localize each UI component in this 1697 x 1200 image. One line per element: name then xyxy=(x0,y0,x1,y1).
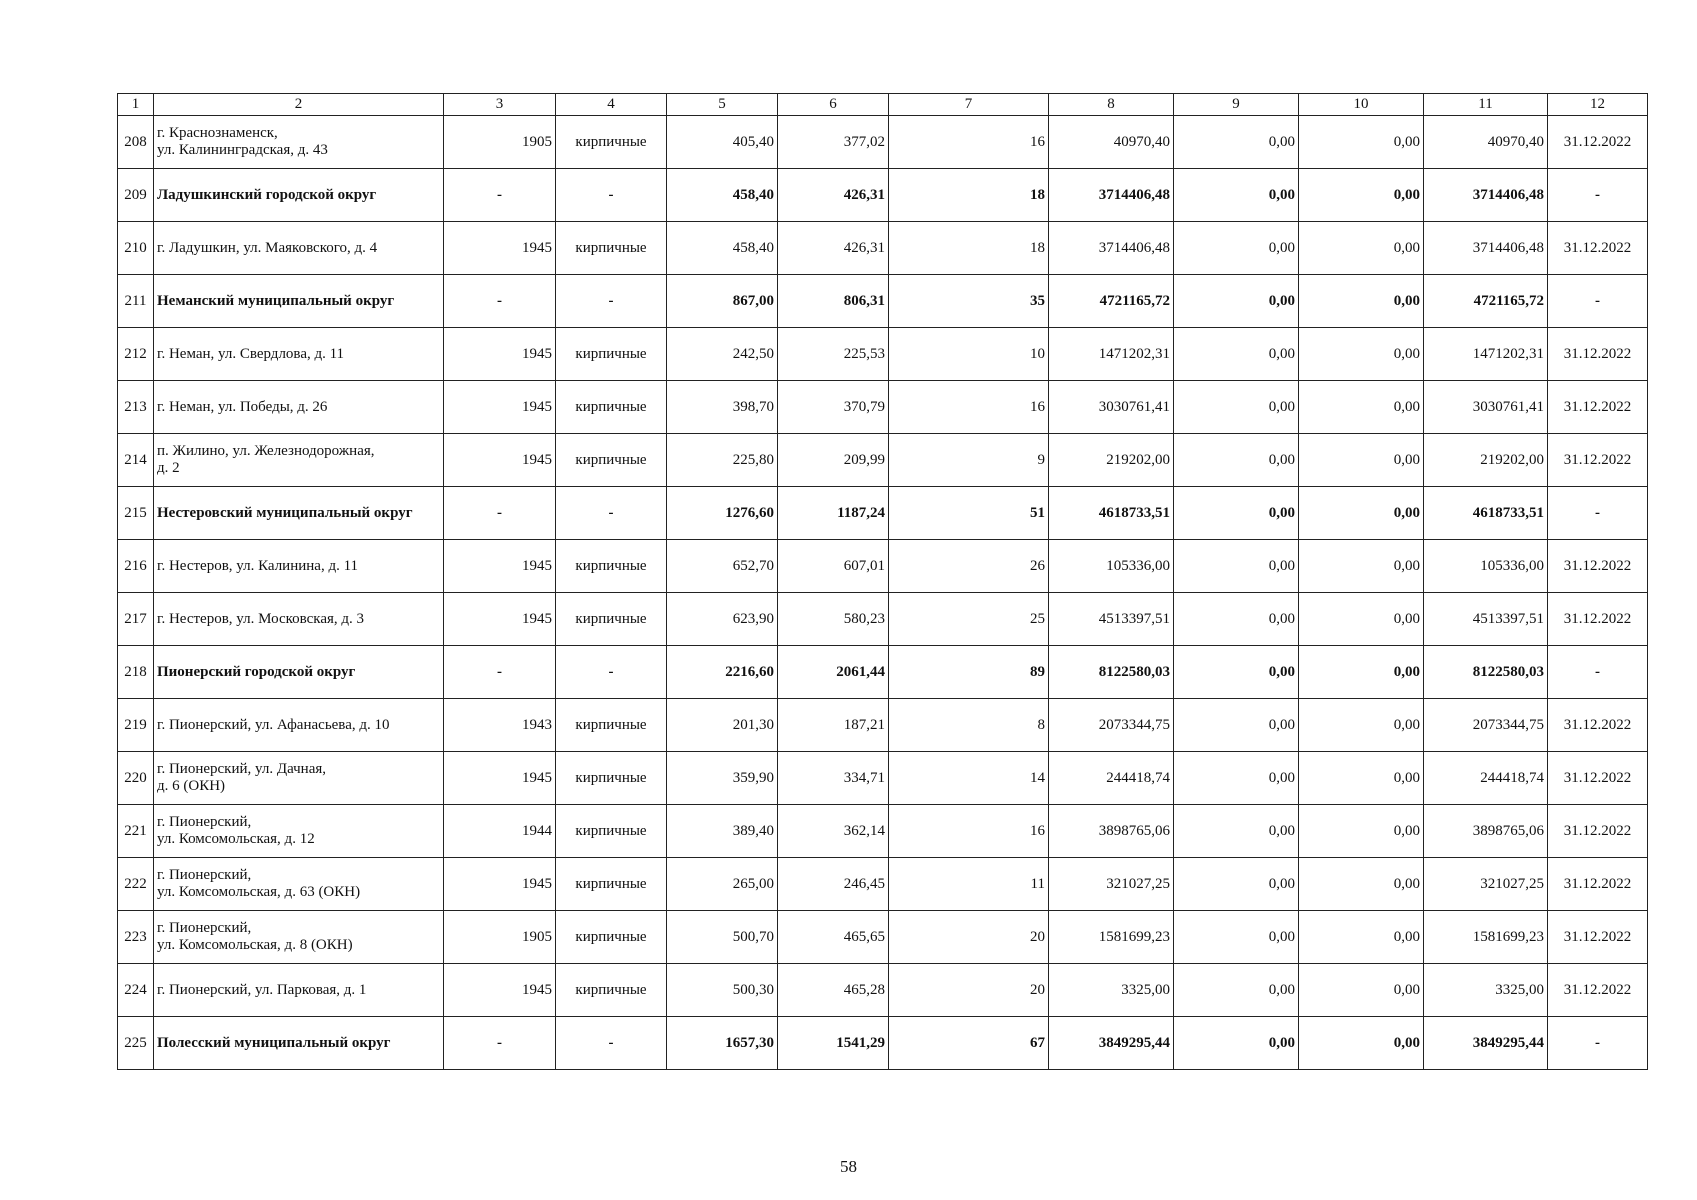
cell-area-living: 607,01 xyxy=(778,540,889,593)
table-row xyxy=(118,222,1648,275)
cell-amount-col8: 321027,25 xyxy=(1049,858,1174,911)
cell-build-year: 1905 xyxy=(444,116,556,169)
cell-row-number: 209 xyxy=(118,169,154,222)
cell-residents-count: 16 xyxy=(889,805,1049,858)
cell-residents-count: 16 xyxy=(889,381,1049,434)
cell-amount-col8: 244418,74 xyxy=(1049,752,1174,805)
cell-residents-count: 25 xyxy=(889,593,1049,646)
cell-area-living: 225,53 xyxy=(778,328,889,381)
cell-residents-count: 67 xyxy=(889,1017,1049,1070)
column-number-header: 5 xyxy=(667,94,778,116)
cell-amount-col11: 3714406,48 xyxy=(1424,222,1548,275)
cell-deadline-date: - xyxy=(1548,169,1648,222)
cell-area-total: 389,40 xyxy=(667,805,778,858)
cell-amount-col8: 8122580,03 xyxy=(1049,646,1174,699)
cell-row-number: 218 xyxy=(118,646,154,699)
cell-amount-col8: 219202,00 xyxy=(1049,434,1174,487)
cell-row-number: 214 xyxy=(118,434,154,487)
cell-amount-col11: 4513397,51 xyxy=(1424,593,1548,646)
cell-residents-count: 9 xyxy=(889,434,1049,487)
cell-area-living: 426,31 xyxy=(778,222,889,275)
cell-build-year: 1945 xyxy=(444,434,556,487)
cell-amount-col9: 0,00 xyxy=(1174,699,1299,752)
column-number-header: 2 xyxy=(154,94,444,116)
cell-amount-col9: 0,00 xyxy=(1174,593,1299,646)
cell-area-living: 370,79 xyxy=(778,381,889,434)
cell-deadline-date: - xyxy=(1548,1017,1648,1070)
table-row xyxy=(118,116,1648,169)
cell-residents-count: 11 xyxy=(889,858,1049,911)
cell-amount-col9: 0,00 xyxy=(1174,434,1299,487)
cell-area-total: 225,80 xyxy=(667,434,778,487)
cell-amount-col8: 3849295,44 xyxy=(1049,1017,1174,1070)
cell-amount-col8: 1581699,23 xyxy=(1049,911,1174,964)
cell-deadline-date: - xyxy=(1548,275,1648,328)
cell-amount-col10: 0,00 xyxy=(1299,381,1424,434)
cell-area-total: 652,70 xyxy=(667,540,778,593)
cell-wall-material: кирпичные xyxy=(556,805,667,858)
cell-deadline-date: 31.12.2022 xyxy=(1548,328,1648,381)
cell-amount-col10: 0,00 xyxy=(1299,540,1424,593)
cell-amount-col11: 4721165,72 xyxy=(1424,275,1548,328)
cell-amount-col10: 0,00 xyxy=(1299,646,1424,699)
cell-address: Неманский муниципальный округ xyxy=(154,275,444,328)
cell-amount-col8: 3030761,41 xyxy=(1049,381,1174,434)
cell-address: Полесский муниципальный округ xyxy=(154,1017,444,1070)
cell-build-year: 1944 xyxy=(444,805,556,858)
cell-residents-count: 20 xyxy=(889,964,1049,1017)
cell-amount-col11: 3325,00 xyxy=(1424,964,1548,1017)
cell-wall-material: кирпичные xyxy=(556,964,667,1017)
register-table xyxy=(117,93,1648,1070)
cell-amount-col11: 1471202,31 xyxy=(1424,328,1548,381)
column-number-header-row xyxy=(118,94,1648,116)
cell-area-total: 398,70 xyxy=(667,381,778,434)
cell-build-year: - xyxy=(444,487,556,540)
cell-area-total: 500,70 xyxy=(667,911,778,964)
cell-area-total: 359,90 xyxy=(667,752,778,805)
cell-build-year: - xyxy=(444,1017,556,1070)
cell-row-number: 222 xyxy=(118,858,154,911)
cell-build-year: 1945 xyxy=(444,964,556,1017)
cell-residents-count: 51 xyxy=(889,487,1049,540)
cell-amount-col9: 0,00 xyxy=(1174,646,1299,699)
cell-area-living: 2061,44 xyxy=(778,646,889,699)
cell-amount-col9: 0,00 xyxy=(1174,169,1299,222)
column-number-header: 4 xyxy=(556,94,667,116)
cell-amount-col9: 0,00 xyxy=(1174,487,1299,540)
column-number-header: 9 xyxy=(1174,94,1299,116)
cell-area-living: 580,23 xyxy=(778,593,889,646)
cell-build-year: - xyxy=(444,275,556,328)
cell-wall-material: кирпичные xyxy=(556,911,667,964)
table-row xyxy=(118,805,1648,858)
column-number-header: 12 xyxy=(1548,94,1648,116)
table-row xyxy=(118,434,1648,487)
cell-wall-material: кирпичные xyxy=(556,858,667,911)
cell-row-number: 216 xyxy=(118,540,154,593)
cell-residents-count: 14 xyxy=(889,752,1049,805)
cell-amount-col8: 4721165,72 xyxy=(1049,275,1174,328)
cell-residents-count: 20 xyxy=(889,911,1049,964)
cell-wall-material: кирпичные xyxy=(556,222,667,275)
cell-amount-col10: 0,00 xyxy=(1299,434,1424,487)
cell-address: г. Пионерский, ул. Комсомольская, д. 63 (ОКН) xyxy=(154,858,444,911)
cell-deadline-date: 31.12.2022 xyxy=(1548,964,1648,1017)
cell-build-year: 1945 xyxy=(444,858,556,911)
cell-row-number: 215 xyxy=(118,487,154,540)
cell-area-living: 806,31 xyxy=(778,275,889,328)
cell-amount-col9: 0,00 xyxy=(1174,805,1299,858)
table-row xyxy=(118,699,1648,752)
table-row xyxy=(118,540,1648,593)
cell-address: Ладушкинский городской округ xyxy=(154,169,444,222)
cell-amount-col9: 0,00 xyxy=(1174,222,1299,275)
cell-amount-col11: 40970,40 xyxy=(1424,116,1548,169)
table-body xyxy=(118,94,1648,1070)
cell-deadline-date: 31.12.2022 xyxy=(1548,805,1648,858)
cell-amount-col10: 0,00 xyxy=(1299,1017,1424,1070)
cell-deadline-date: - xyxy=(1548,646,1648,699)
cell-wall-material: кирпичные xyxy=(556,699,667,752)
cell-amount-col10: 0,00 xyxy=(1299,858,1424,911)
cell-area-total: 242,50 xyxy=(667,328,778,381)
cell-residents-count: 26 xyxy=(889,540,1049,593)
cell-residents-count: 18 xyxy=(889,169,1049,222)
table-row xyxy=(118,328,1648,381)
cell-address: г. Неман, ул. Победы, д. 26 xyxy=(154,381,444,434)
cell-amount-col11: 3898765,06 xyxy=(1424,805,1548,858)
cell-amount-col9: 0,00 xyxy=(1174,911,1299,964)
cell-address: г. Нестеров, ул. Калинина, д. 11 xyxy=(154,540,444,593)
column-number-header: 7 xyxy=(889,94,1049,116)
cell-area-total: 1276,60 xyxy=(667,487,778,540)
cell-row-number: 208 xyxy=(118,116,154,169)
cell-residents-count: 35 xyxy=(889,275,1049,328)
cell-residents-count: 18 xyxy=(889,222,1049,275)
cell-row-number: 223 xyxy=(118,911,154,964)
cell-build-year: 1945 xyxy=(444,593,556,646)
cell-amount-col8: 3714406,48 xyxy=(1049,222,1174,275)
table-row-total xyxy=(118,1017,1648,1070)
cell-wall-material: кирпичные xyxy=(556,328,667,381)
cell-build-year: 1945 xyxy=(444,381,556,434)
cell-build-year: 1905 xyxy=(444,911,556,964)
cell-amount-col11: 219202,00 xyxy=(1424,434,1548,487)
cell-address: г. Пионерский, ул. Парковая, д. 1 xyxy=(154,964,444,1017)
cell-amount-col11: 8122580,03 xyxy=(1424,646,1548,699)
cell-wall-material: - xyxy=(556,1017,667,1070)
cell-address: г. Краснознаменск, ул. Калининградская, д. 43 xyxy=(154,116,444,169)
cell-amount-col11: 2073344,75 xyxy=(1424,699,1548,752)
table-row-total xyxy=(118,275,1648,328)
cell-deadline-date: 31.12.2022 xyxy=(1548,116,1648,169)
cell-amount-col8: 105336,00 xyxy=(1049,540,1174,593)
cell-amount-col11: 3849295,44 xyxy=(1424,1017,1548,1070)
cell-wall-material: - xyxy=(556,487,667,540)
cell-area-living: 362,14 xyxy=(778,805,889,858)
cell-wall-material: кирпичные xyxy=(556,116,667,169)
table-row-total xyxy=(118,646,1648,699)
cell-amount-col10: 0,00 xyxy=(1299,275,1424,328)
cell-build-year: 1945 xyxy=(444,752,556,805)
cell-address: Нестеровский муниципальный округ xyxy=(154,487,444,540)
cell-build-year: 1943 xyxy=(444,699,556,752)
table-row xyxy=(118,752,1648,805)
cell-wall-material: - xyxy=(556,646,667,699)
cell-row-number: 217 xyxy=(118,593,154,646)
cell-area-total: 201,30 xyxy=(667,699,778,752)
cell-address: г. Ладушкин, ул. Маяковского, д. 4 xyxy=(154,222,444,275)
cell-amount-col10: 0,00 xyxy=(1299,699,1424,752)
cell-deadline-date: 31.12.2022 xyxy=(1548,434,1648,487)
cell-area-living: 334,71 xyxy=(778,752,889,805)
column-number-header: 1 xyxy=(118,94,154,116)
column-number-header: 10 xyxy=(1299,94,1424,116)
cell-deadline-date: 31.12.2022 xyxy=(1548,540,1648,593)
cell-amount-col10: 0,00 xyxy=(1299,752,1424,805)
cell-row-number: 220 xyxy=(118,752,154,805)
cell-deadline-date: 31.12.2022 xyxy=(1548,593,1648,646)
table-row-total xyxy=(118,487,1648,540)
register-table-container xyxy=(117,93,1648,1070)
cell-amount-col9: 0,00 xyxy=(1174,275,1299,328)
cell-area-living: 187,21 xyxy=(778,699,889,752)
cell-area-living: 209,99 xyxy=(778,434,889,487)
cell-address: г. Нестеров, ул. Московская, д. 3 xyxy=(154,593,444,646)
cell-amount-col11: 4618733,51 xyxy=(1424,487,1548,540)
cell-row-number: 210 xyxy=(118,222,154,275)
cell-wall-material: кирпичные xyxy=(556,381,667,434)
cell-area-living: 246,45 xyxy=(778,858,889,911)
cell-amount-col10: 0,00 xyxy=(1299,487,1424,540)
column-number-header: 3 xyxy=(444,94,556,116)
cell-amount-col9: 0,00 xyxy=(1174,752,1299,805)
table-row xyxy=(118,858,1648,911)
cell-amount-col10: 0,00 xyxy=(1299,964,1424,1017)
cell-amount-col10: 0,00 xyxy=(1299,593,1424,646)
cell-address: п. Жилино, ул. Железнодорожная, д. 2 xyxy=(154,434,444,487)
cell-amount-col10: 0,00 xyxy=(1299,222,1424,275)
cell-residents-count: 16 xyxy=(889,116,1049,169)
cell-address: г. Неман, ул. Свердлова, д. 11 xyxy=(154,328,444,381)
cell-amount-col9: 0,00 xyxy=(1174,1017,1299,1070)
cell-build-year: - xyxy=(444,646,556,699)
cell-address: г. Пионерский, ул. Дачная, д. 6 (ОКН) xyxy=(154,752,444,805)
cell-amount-col11: 244418,74 xyxy=(1424,752,1548,805)
cell-amount-col9: 0,00 xyxy=(1174,858,1299,911)
cell-area-total: 1657,30 xyxy=(667,1017,778,1070)
cell-build-year: 1945 xyxy=(444,328,556,381)
cell-amount-col9: 0,00 xyxy=(1174,328,1299,381)
page-number: 58 xyxy=(840,1157,857,1176)
cell-amount-col11: 3030761,41 xyxy=(1424,381,1548,434)
cell-amount-col9: 0,00 xyxy=(1174,381,1299,434)
cell-amount-col9: 0,00 xyxy=(1174,964,1299,1017)
table-row xyxy=(118,911,1648,964)
cell-amount-col10: 0,00 xyxy=(1299,116,1424,169)
cell-row-number: 224 xyxy=(118,964,154,1017)
cell-area-living: 465,65 xyxy=(778,911,889,964)
cell-residents-count: 10 xyxy=(889,328,1049,381)
cell-amount-col11: 321027,25 xyxy=(1424,858,1548,911)
cell-wall-material: кирпичные xyxy=(556,752,667,805)
cell-area-living: 1187,24 xyxy=(778,487,889,540)
column-number-header: 8 xyxy=(1049,94,1174,116)
cell-amount-col8: 3898765,06 xyxy=(1049,805,1174,858)
cell-row-number: 221 xyxy=(118,805,154,858)
cell-area-total: 265,00 xyxy=(667,858,778,911)
cell-amount-col10: 0,00 xyxy=(1299,911,1424,964)
cell-amount-col10: 0,00 xyxy=(1299,805,1424,858)
cell-row-number: 213 xyxy=(118,381,154,434)
cell-amount-col10: 0,00 xyxy=(1299,328,1424,381)
cell-area-living: 1541,29 xyxy=(778,1017,889,1070)
cell-deadline-date: 31.12.2022 xyxy=(1548,381,1648,434)
table-row xyxy=(118,381,1648,434)
cell-area-total: 405,40 xyxy=(667,116,778,169)
cell-deadline-date: 31.12.2022 xyxy=(1548,858,1648,911)
table-row-total xyxy=(118,169,1648,222)
cell-deadline-date: 31.12.2022 xyxy=(1548,222,1648,275)
cell-residents-count: 89 xyxy=(889,646,1049,699)
cell-address: г. Пионерский, ул. Афанасьева, д. 10 xyxy=(154,699,444,752)
cell-deadline-date: 31.12.2022 xyxy=(1548,752,1648,805)
cell-row-number: 211 xyxy=(118,275,154,328)
cell-amount-col8: 4513397,51 xyxy=(1049,593,1174,646)
cell-amount-col8: 40970,40 xyxy=(1049,116,1174,169)
cell-deadline-date: - xyxy=(1548,487,1648,540)
cell-area-total: 867,00 xyxy=(667,275,778,328)
cell-amount-col8: 2073344,75 xyxy=(1049,699,1174,752)
cell-address: Пионерский городской округ xyxy=(154,646,444,699)
cell-row-number: 219 xyxy=(118,699,154,752)
cell-amount-col10: 0,00 xyxy=(1299,169,1424,222)
cell-area-living: 426,31 xyxy=(778,169,889,222)
cell-area-total: 458,40 xyxy=(667,222,778,275)
cell-wall-material: - xyxy=(556,275,667,328)
cell-deadline-date: 31.12.2022 xyxy=(1548,911,1648,964)
cell-wall-material: кирпичные xyxy=(556,434,667,487)
table-row xyxy=(118,593,1648,646)
cell-area-total: 458,40 xyxy=(667,169,778,222)
cell-area-total: 2216,60 xyxy=(667,646,778,699)
cell-build-year: 1945 xyxy=(444,222,556,275)
cell-address: г. Пионерский, ул. Комсомольская, д. 12 xyxy=(154,805,444,858)
cell-address: г. Пионерский, ул. Комсомольская, д. 8 (ОКН) xyxy=(154,911,444,964)
cell-row-number: 212 xyxy=(118,328,154,381)
cell-wall-material: - xyxy=(556,169,667,222)
cell-area-living: 377,02 xyxy=(778,116,889,169)
cell-area-total: 500,30 xyxy=(667,964,778,1017)
column-number-header: 6 xyxy=(778,94,889,116)
table-row xyxy=(118,964,1648,1017)
cell-amount-col8: 3325,00 xyxy=(1049,964,1174,1017)
cell-area-living: 465,28 xyxy=(778,964,889,1017)
cell-row-number: 225 xyxy=(118,1017,154,1070)
cell-amount-col11: 3714406,48 xyxy=(1424,169,1548,222)
cell-wall-material: кирпичные xyxy=(556,540,667,593)
cell-build-year: - xyxy=(444,169,556,222)
cell-deadline-date: 31.12.2022 xyxy=(1548,699,1648,752)
cell-amount-col9: 0,00 xyxy=(1174,540,1299,593)
cell-amount-col11: 1581699,23 xyxy=(1424,911,1548,964)
cell-amount-col9: 0,00 xyxy=(1174,116,1299,169)
cell-amount-col8: 4618733,51 xyxy=(1049,487,1174,540)
cell-amount-col8: 3714406,48 xyxy=(1049,169,1174,222)
column-number-header: 11 xyxy=(1424,94,1548,116)
cell-amount-col8: 1471202,31 xyxy=(1049,328,1174,381)
cell-residents-count: 8 xyxy=(889,699,1049,752)
cell-wall-material: кирпичные xyxy=(556,593,667,646)
cell-build-year: 1945 xyxy=(444,540,556,593)
cell-area-total: 623,90 xyxy=(667,593,778,646)
cell-amount-col11: 105336,00 xyxy=(1424,540,1548,593)
